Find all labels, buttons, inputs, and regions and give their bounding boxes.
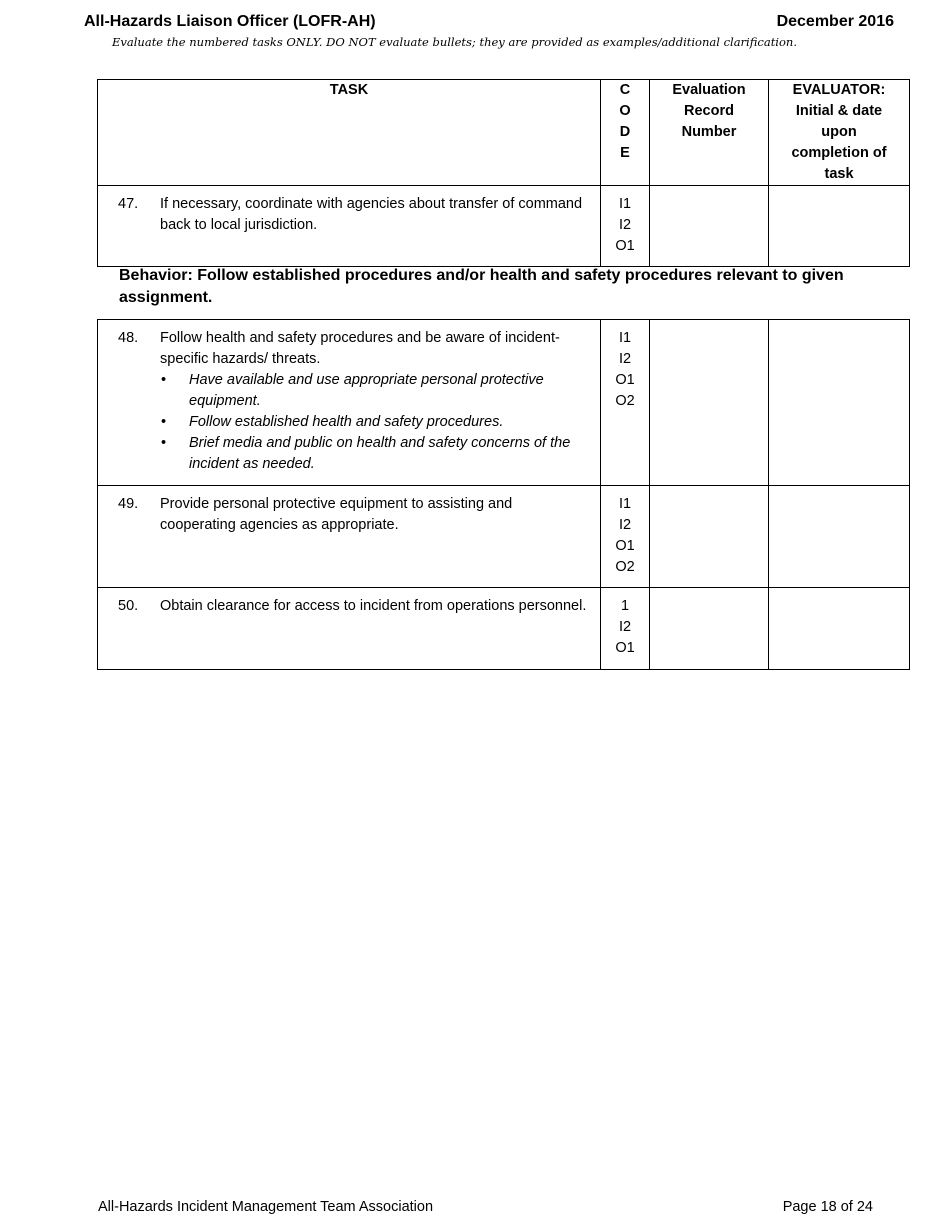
behavior-statement: Behavior: Follow established procedures and/or health and safety procedures relevant to given assignment. <box>119 267 844 306</box>
table-row-task-47 <box>98 186 910 267</box>
code-value: I2 <box>618 619 632 635</box>
task-cell <box>98 320 601 486</box>
column-header-evaluation-record: Evaluation Record Number <box>650 80 769 186</box>
task-text: If necessary, coordinate with agencies about transfer of command back to local jurisdiction. <box>160 196 583 233</box>
code-value: I1 <box>618 196 632 212</box>
code-value: 1 <box>620 598 630 614</box>
code-cell <box>601 486 650 588</box>
code-letter: O <box>619 103 631 119</box>
code-letter: C <box>619 82 631 98</box>
evaluation-instructions: Evaluate the numbered tasks ONLY. DO NOT evaluate bullets; they are provided as examples/additional clarification. <box>112 35 797 49</box>
code-value: I2 <box>618 351 632 367</box>
code-value: I2 <box>618 517 632 533</box>
bullet-item: • Brief media and public on health and safety concerns of the incident as needed. <box>160 433 588 475</box>
footer-organization: All-Hazards Incident Management Team Association <box>98 1199 434 1215</box>
code-value: I1 <box>618 496 632 512</box>
column-header-task: TASK <box>98 80 601 186</box>
task-text: Follow health and safety procedures and be aware of incident-specific hazards/ threats. <box>160 330 560 367</box>
table-row-task-50 <box>98 588 910 670</box>
task-text: Provide personal protective equipment to assisting and cooperating agencies as appropriate. <box>160 496 513 533</box>
task-text: Obtain clearance for access to incident from operations personnel. <box>160 598 587 614</box>
code-value: O1 <box>615 640 635 656</box>
evaluator-initial-cell[interactable] <box>769 588 910 670</box>
evaluation-record-cell[interactable] <box>650 320 769 486</box>
task-cell <box>98 486 601 588</box>
bullet-item: • Follow established health and safety procedures. <box>160 412 588 433</box>
evaluation-record-cell[interactable] <box>650 588 769 670</box>
page-number: Page 18 of 24 <box>782 1199 873 1215</box>
evaluator-initial-cell[interactable] <box>769 320 910 486</box>
bullet-item: • Have available and use appropriate personal protective equipment. <box>160 370 588 412</box>
document-title: All-Hazards Liaison Officer (LOFR-AH) <box>84 13 376 30</box>
table-row-task-48 <box>98 320 910 486</box>
task-cell <box>98 186 601 267</box>
evaluator-initial-cell[interactable] <box>769 186 910 267</box>
table-header-row <box>98 80 910 186</box>
task-number: 49. <box>118 496 139 512</box>
code-cell <box>601 320 650 486</box>
code-letter: D <box>619 124 631 140</box>
code-value: O2 <box>615 559 635 575</box>
task-cell <box>98 588 601 670</box>
evaluation-record-cell[interactable] <box>650 186 769 267</box>
task-table-top <box>97 79 910 267</box>
code-value: O2 <box>615 393 635 409</box>
code-value: O1 <box>615 538 635 554</box>
task-table-bottom <box>97 319 910 670</box>
code-value: O1 <box>615 372 635 388</box>
task-number: 48. <box>118 330 139 346</box>
task-bullets <box>118 370 588 475</box>
code-value: I2 <box>618 217 632 233</box>
code-cell <box>601 186 650 267</box>
code-value: I1 <box>618 330 632 346</box>
column-header-evaluator: EVALUATOR: Initial & date upon completion of task <box>769 80 910 186</box>
document-date: December 2016 <box>776 13 894 30</box>
evaluator-initial-cell[interactable] <box>769 486 910 588</box>
code-value: O1 <box>615 238 635 254</box>
code-cell <box>601 588 650 670</box>
table-row-task-49 <box>98 486 910 588</box>
task-number: 47. <box>118 196 139 212</box>
task-number: 50. <box>118 598 139 614</box>
evaluation-record-cell[interactable] <box>650 486 769 588</box>
code-letter: E <box>620 145 630 161</box>
column-header-code <box>601 80 650 186</box>
